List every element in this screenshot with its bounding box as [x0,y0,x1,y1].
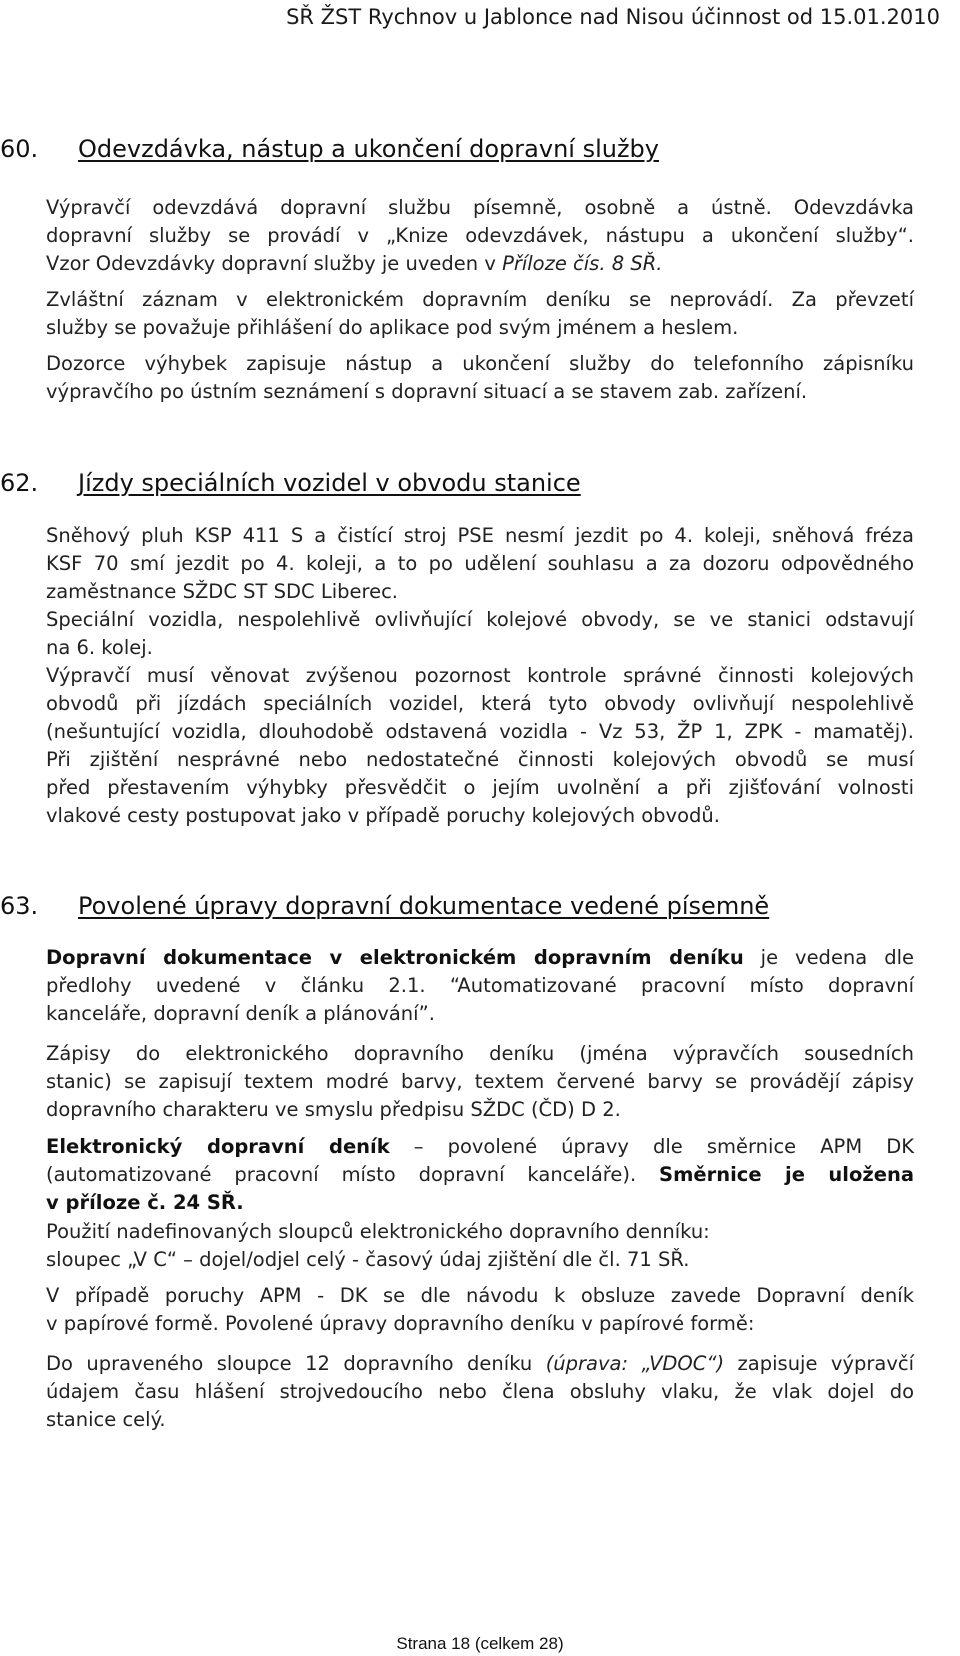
s62-paragraph-1 [46,522,914,606]
text-line: Zápisy do elektronického dopravního deníku (jména výpravčích sousedních [46,1042,914,1065]
text-line: V případě poruchy APM - DK se dle návodu k obsluze zavede Dopravní deník [46,1284,914,1307]
s60-paragraph-3 [46,350,914,406]
s60-paragraph-2 [46,286,914,342]
text-line: obvodů při jízdách speciálních vozidel, která tyto obvody ovlivňují nespolehlivě [46,692,914,715]
section-number: 60. [0,135,39,163]
text-line: (automatizované pracovní místo dopravní kanceláře). Směrnice je uložena [46,1163,914,1186]
text-line: stanice celý. [46,1408,166,1431]
s62-paragraph-3 [46,662,914,830]
section-title: Jízdy speciálních vozidel v obvodu stanice [78,469,581,497]
text-line: předlohy uvedené v článku 2.1. “Automatizované pracovní místo dopravní [46,974,914,997]
text-line: dopravního charakteru ve smyslu předpisu SŽDC (ČD) D 2. [46,1098,621,1121]
section-number: 63. [0,892,39,920]
text-line: Elektronický dopravní deník – povolené úpravy dle směrnice APM DK [46,1135,914,1158]
text-line: údajem času hlášení strojvedoucího nebo člena obsluhy vlaku, že vlak dojel do [46,1380,914,1403]
text-line: v papírové formě. Povolené úpravy dopravního deníku v papírové formě: [46,1312,755,1335]
s62-paragraph-2 [46,606,914,662]
text-line: v příloze č. 24 SŘ. [46,1191,244,1214]
s63-paragraph-2 [46,1040,914,1124]
text-line: Výpravčí odevzdává dopravní službu písemně, osobně a ústně. Odevzdávka [46,196,914,219]
s60-paragraph-1 [46,194,914,278]
s63-paragraph-4 [46,1218,914,1274]
text-line: zaměstnance SŽDC ST SDC Liberec. [46,580,398,603]
page-footer: Strana 18 (celkem 28) [396,1634,564,1653]
text-line: Zvláštní záznam v elektronickém dopravním deníku se neprovádí. Za převzetí [46,288,914,311]
s63-paragraph-3 [46,1133,914,1217]
text-line: Sněhový pluh KSP 411 S a čistící stroj PSE nesmí jezdit po 4. koleji, sněhová fréza [46,524,914,547]
text-line: výpravčího po ústním seznámení s dopravní situací a se stavem zab. zařízení. [46,380,808,403]
text-line: Speciální vozidla, nespolehlivě ovlivňující kolejové obvody, se ve stanici odstavují [46,608,914,631]
section-title: Odevzdávka, nástup a ukončení dopravní služby [78,135,659,163]
section-title: Povolené úpravy dopravní dokumentace vedené písemně [78,892,770,920]
text-line: na 6. kolej. [46,636,153,659]
section-number: 62. [0,469,39,497]
text-line: dopravní služby se provádí v „Knize odevzdávek, nástupu a ukončení služby“. [46,224,914,247]
text-line: Vzor Odevzdávky dopravní služby je uveden v Příloze čís. 8 SŘ. [46,252,663,275]
bold-term: Elektronický dopravní deník [46,1135,390,1158]
text-line: před přestavením výhybky přesvědčit o jejím uvolnění a při zjišťování volnosti [46,776,914,799]
text-line: Dozorce výhybek zapisuje nástup a ukončení služby do telefonního zápisníku [46,352,914,375]
bold-term: Dopravní dokumentace v elektronickém dopravním deníku [46,946,744,969]
text-line: Do upraveného sloupce 12 dopravního deníku (úprava: „VDOC“) zapisuje výpravčí [46,1352,915,1375]
italic-note: (úprava: „VDOC“) [545,1352,725,1375]
text-line: vlakové cesty postupovat jako v případě poruchy kolejových obvodů. [46,804,720,827]
text-line: Dopravní dokumentace v elektronickém dopravním deníku je vedena dle [46,946,914,969]
text-line: stanic) se zapisují textem modré barvy, textem červené barvy se provádějí zápisy [46,1070,914,1093]
page-header: SŘ ŽST Rychnov u Jablonce nad Nisou účinnost od 15.01.2010 [286,5,940,29]
text-line: sloupec „V C“ – dojel/odjel celý - časový údaj zjištění dle čl. 71 SŘ. [46,1248,690,1271]
text-line: kanceláře, dopravní deník a plánování”. [46,1002,435,1025]
text-line: KSF 70 smí jezdit po 4. koleji, a to po udělení souhlasu a za dozoru odpovědného [46,552,914,575]
bold-term: Směrnice je uložena [659,1163,914,1186]
text-line: Při zjištění nesprávné nebo nedostatečné činnosti kolejových obvodů se musí [46,748,914,771]
text-line: Výpravčí musí věnovat zvýšenou pozornost kontrole správné činnosti kolejových [46,664,914,687]
s63-paragraph-5 [46,1282,914,1338]
text-line: (nešuntující vozidla, dlouhodobě odstavená vozidla - Vz 53, ŽP 1, ZPK - mamatěj). [46,720,914,743]
annex-reference: Příloze čís. 8 SŘ. [502,252,663,275]
text-line: služby se považuje přihlášení do aplikace pod svým jménem a heslem. [46,316,739,339]
s63-paragraph-6 [46,1350,914,1434]
s63-paragraph-1 [46,944,914,1028]
text-line: Použití nadefinovaných sloupců elektronického dopravního denníku: [46,1220,710,1243]
